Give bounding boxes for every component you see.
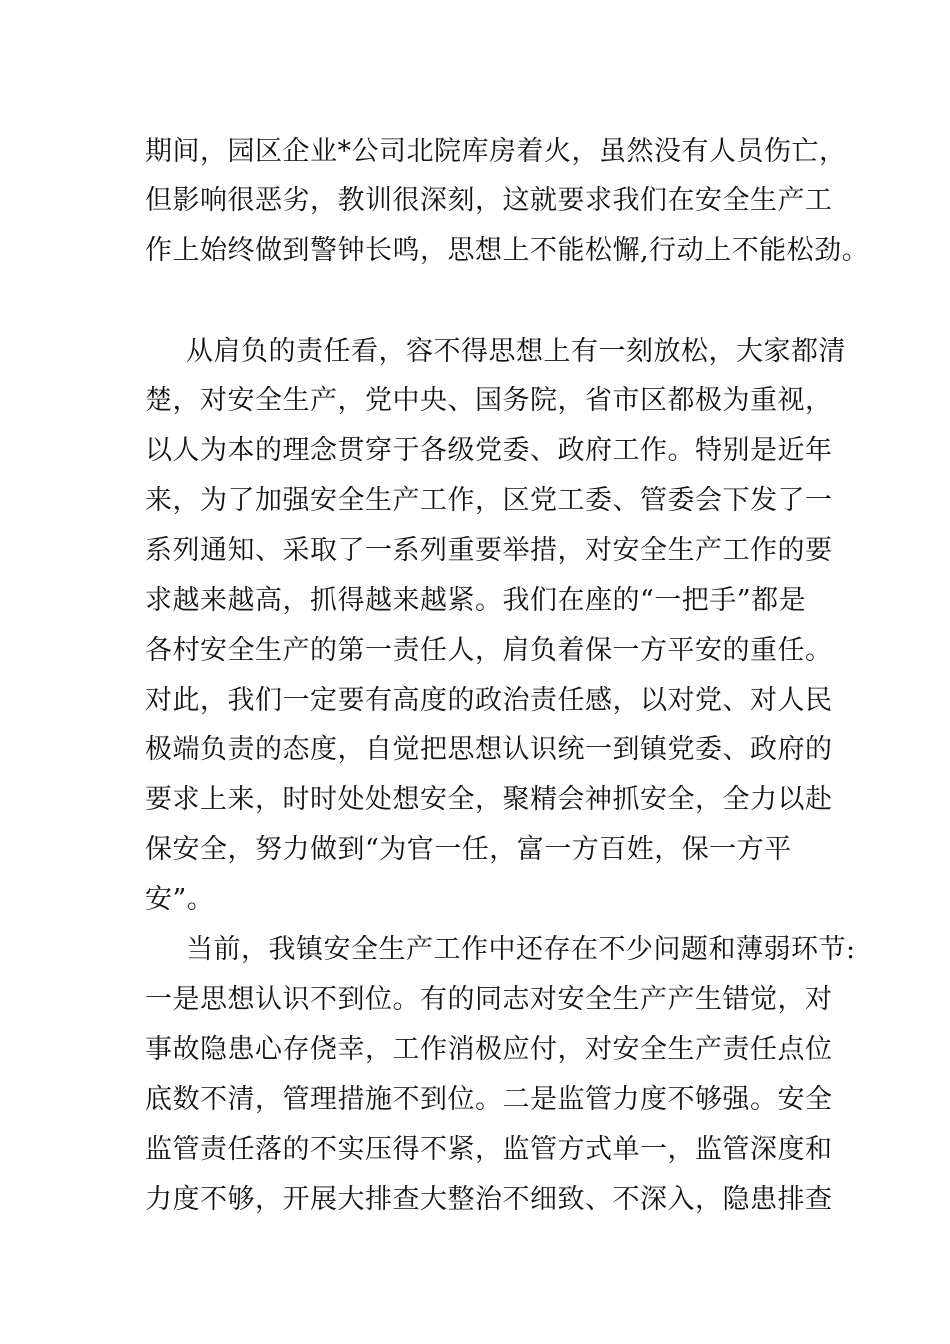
paragraph-2-line-10: 要求上来，时时处处想安全，聚精会神抓安全，全力以赴 (145, 784, 833, 815)
paragraph-2-line-2: 楚，对安全生产，党中央、国务院，省市区都极为重视， (145, 385, 833, 416)
paragraph-2-line-7: 各村安全生产的第一责任人，肩负着保一方平安的重任。 (145, 635, 833, 666)
paragraph-2-line-12: 安”。 (145, 884, 215, 915)
paragraph-2-line-8: 对此，我们一定要有高度的政治责任感，以对党、对人民 (145, 685, 833, 716)
paragraph-3-line-6: 力度不够，开展大排查大整治不细致、不深入，隐患排查 (145, 1184, 833, 1215)
paragraph-3-line-1: 当前，我镇安全生产工作中还存在不少问题和薄弱环节: (186, 934, 856, 965)
paragraph-1-line-3: 作上始终做到警钟长鸣，思想上不能松懈,行动上不能松劲。 (145, 235, 870, 266)
paragraph-2-line-4: 来，为了加强安全生产工作，区党工委、管委会下发了一 (145, 485, 833, 516)
paragraph-3-line-4: 底数不清，管理措施不到位。二是监管力度不够强。安全 (145, 1084, 833, 1115)
paragraph-1-line-2: 但影响很恶劣，教训很深刻，这就要求我们在安全生产工 (145, 185, 833, 216)
paragraph-3-line-2: 一是思想认识不到位。有的同志对安全生产产生错觉，对 (145, 984, 833, 1015)
paragraph-1-line-1: 期间，园区企业*公司北院库房着火，虽然没有人员伤亡， (145, 136, 847, 167)
paragraph-2-line-11: 保安全，努力做到“为官一任，富一方百姓，保一方平 (145, 834, 792, 865)
paragraph-3-line-3: 事故隐患心存侥幸，工作消极应付，对安全生产责任点位 (145, 1034, 833, 1065)
paragraph-2-line-9: 极端负责的态度，自觉把思想认识统一到镇党委、政府的 (145, 734, 833, 765)
paragraph-2-line-5: 系列通知、采取了一系列重要举措，对安全生产工作的要 (145, 535, 833, 566)
paragraph-2-line-1: 从肩负的责任看，容不得思想上有一刻放松，大家都清 (186, 336, 846, 367)
paragraph-2-line-6: 求越来越高，抓得越来越紧。我们在座的“一把手”都是 (145, 585, 807, 616)
paragraph-3-line-5: 监管责任落的不实压得不紧，监管方式单一，监管深度和 (145, 1134, 833, 1165)
paragraph-2-line-3: 以人为本的理念贯穿于各级党委、政府工作。特别是近年 (145, 435, 833, 466)
